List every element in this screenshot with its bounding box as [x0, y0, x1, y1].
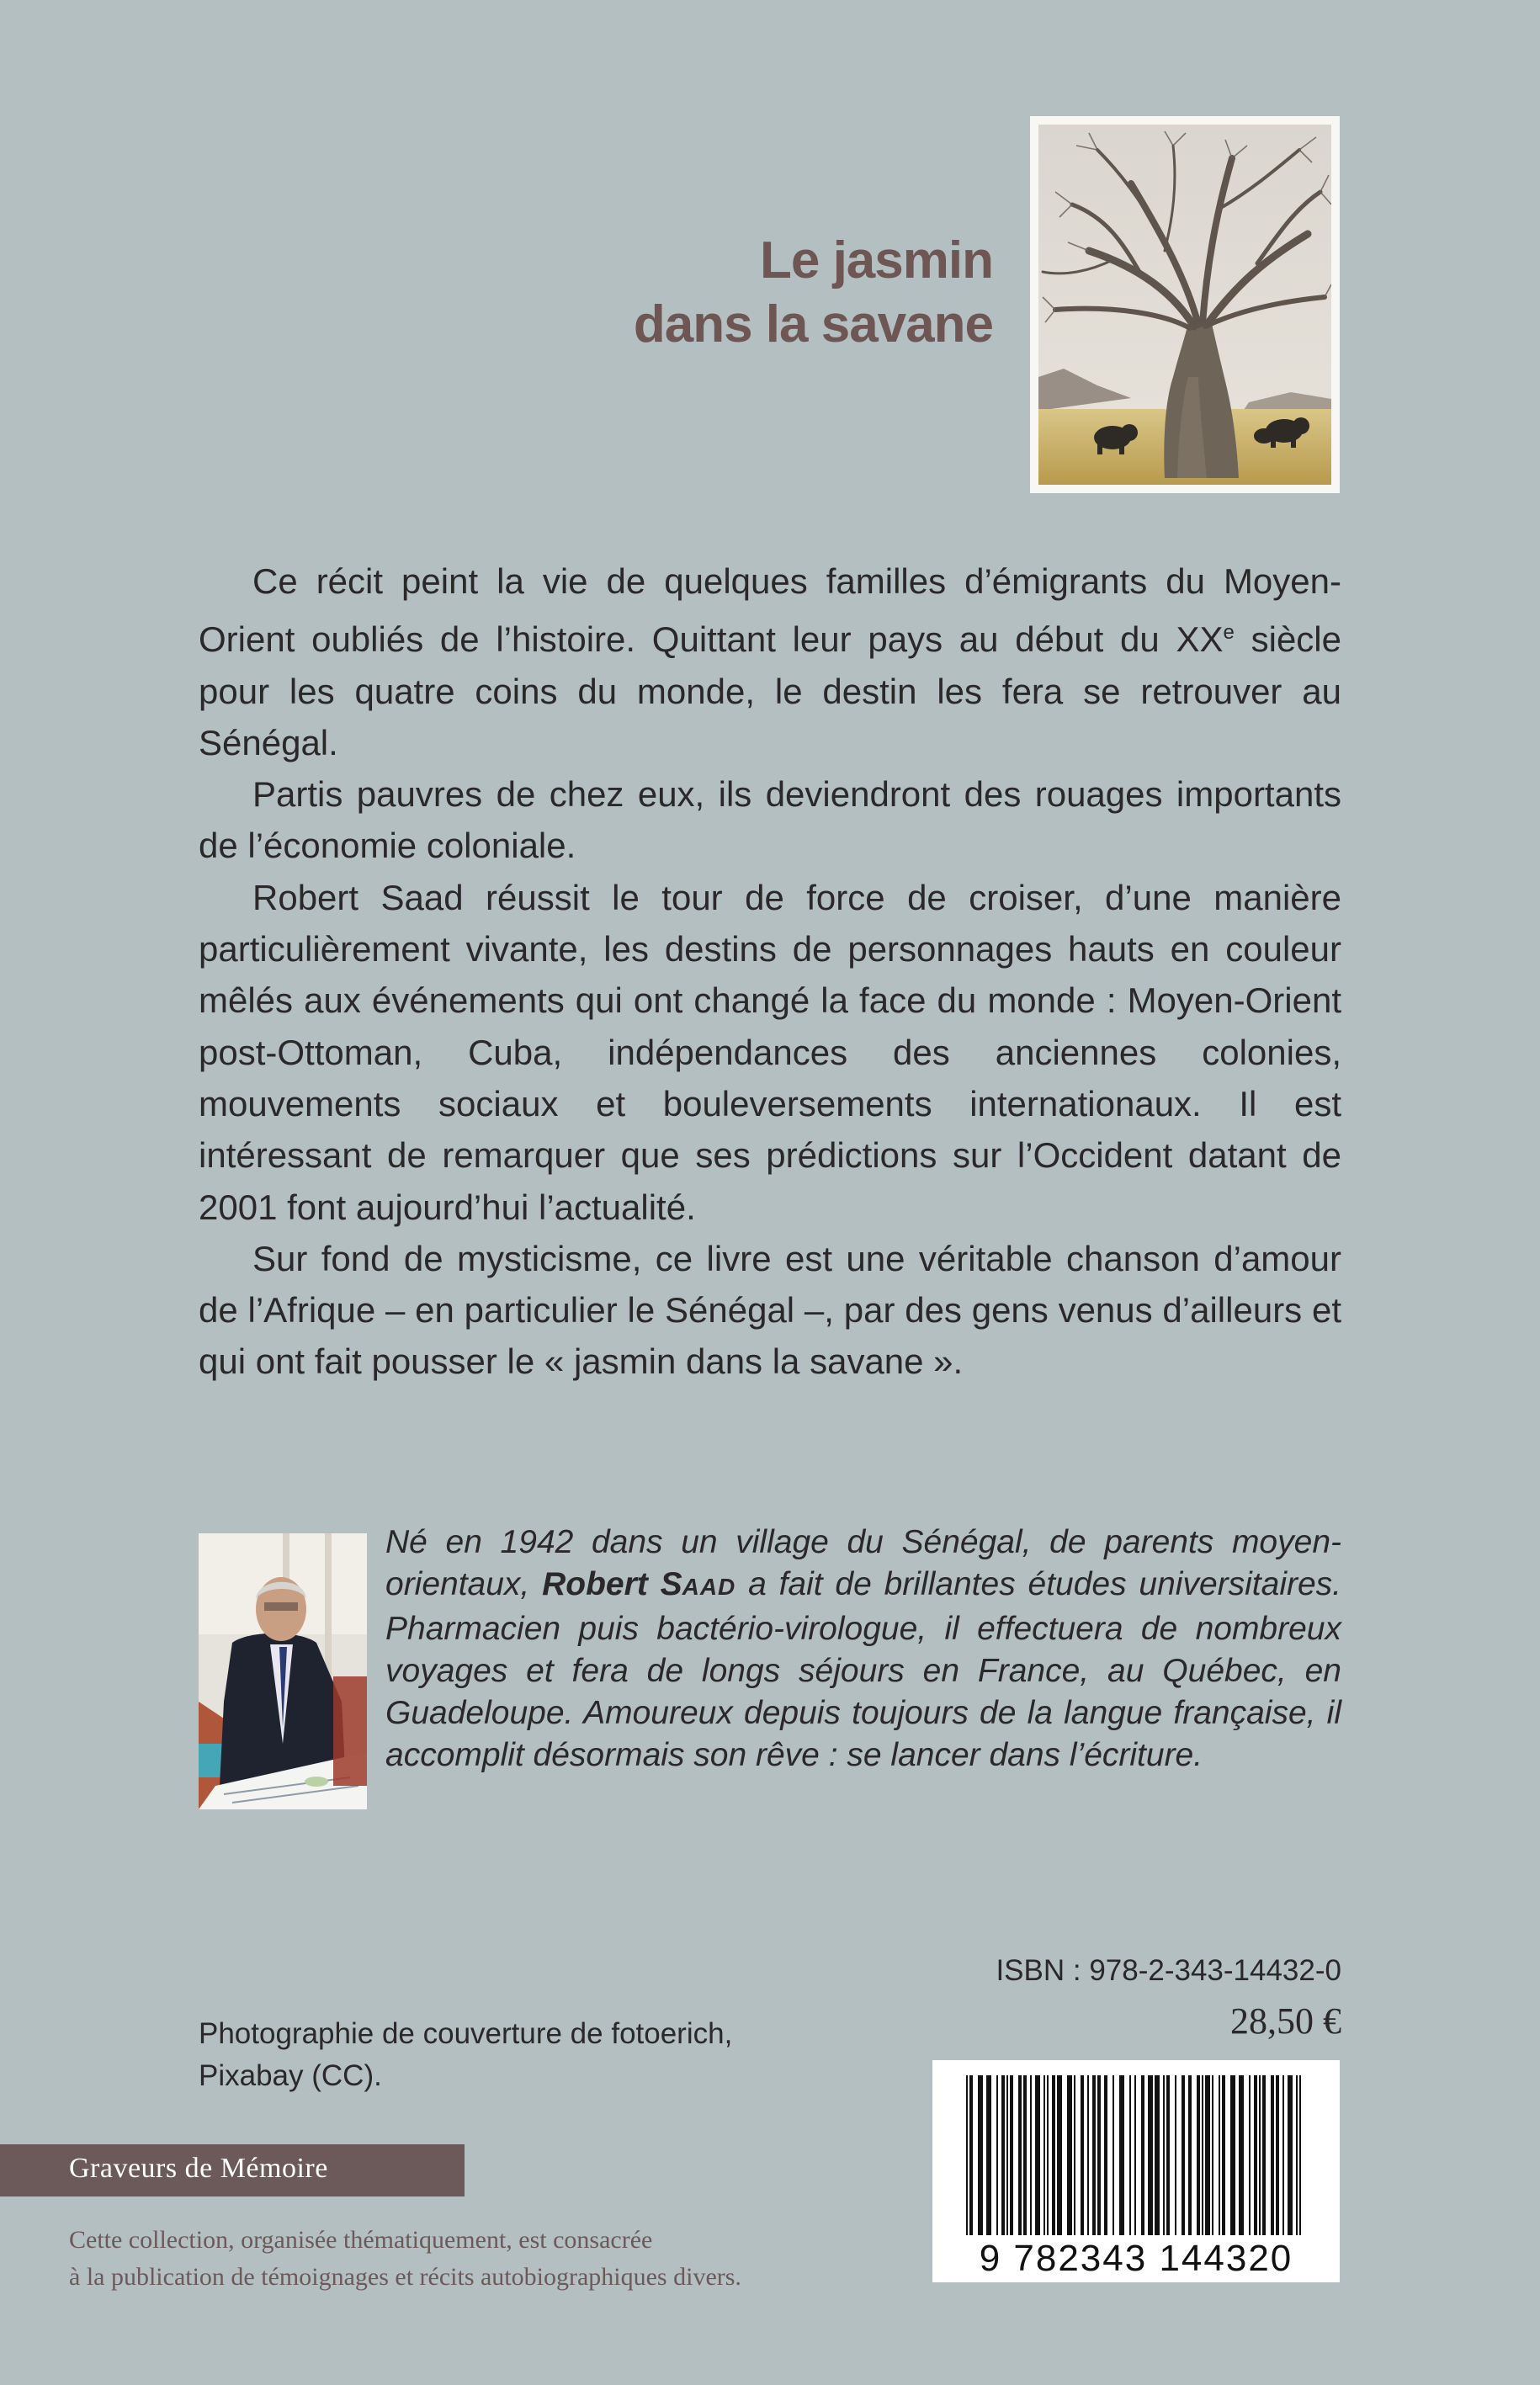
barcode-bar — [1222, 2075, 1225, 2235]
author-name: Robert SAAD — [542, 1566, 736, 1602]
barcode-bar — [1097, 2075, 1101, 2235]
summary-paragraph-4: Sur fond de mysticisme, ce livre est une véritable chanson d’amour de l’Afrique – en particulier le Sénégal –, par des gens venus d’ailleurs et qui ont fait pousser le « jasmin dans la savane ». — [199, 1238, 1341, 1382]
barcode-bar — [1262, 2075, 1266, 2235]
barcode-bar — [1134, 2075, 1136, 2235]
barcode-bar — [1010, 2075, 1013, 2235]
barcode-bar — [1259, 2075, 1261, 2235]
cover-photo-baobab — [1030, 116, 1340, 493]
barcode-bar — [1282, 2075, 1284, 2235]
author-bio: Né en 1942 dans un village du Sénégal, de parents moyen-orientaux, Robert SAAD a fait de brillantes études universitaires. Pharmacien puis bactério-virologue, il effectuera de nombreux voyages et fera de longs séjours en France, au Québec, en Guadeloupe. Amoureux depuis toujours de la langue française, il accomplit désormais son rêve : se lancer dans l’écriture. — [385, 1524, 1342, 1773]
barcode-bar — [1074, 2075, 1075, 2235]
barcode-bar — [1067, 2075, 1072, 2235]
barcode-bar — [1043, 2075, 1045, 2235]
barcode-bar — [978, 2075, 983, 2235]
summary-paragraph-2: Partis pauvres de chez eux, ils deviendront des rouages importants de l’économie coloniale. — [199, 774, 1341, 866]
barcode-bar — [1197, 2075, 1200, 2235]
summary-paragraph-3: Robert Saad réussit le tour de force de croiser, d’une manière particulièrement vivante, les destins de personnages hauts en couleur mêlés aux événements qui ont changé la face du monde : Moyen-Orient post-Ottoman, Cuba, indépendances des anciennes colonies, mouvements sociaux et bouleversements internationaux. Il est intéressant de remarquer que ses prédictions sur l’Occident datant de 2001 font aujourd’hui l’actualité. — [199, 877, 1341, 1227]
photo-credit: Photographie de couverture de fotoerich, Pixabay (CC). — [199, 2017, 733, 2092]
barcode-bar — [1299, 2075, 1301, 2235]
barcode-bar — [1239, 2075, 1244, 2235]
barcode-bar — [1030, 2075, 1032, 2235]
barcode-bar — [1047, 2075, 1049, 2235]
barcode-bar — [966, 2075, 968, 2235]
barcode-bar — [1254, 2075, 1257, 2235]
barcode-bar — [1023, 2075, 1027, 2235]
barcode-bar — [1119, 2075, 1124, 2235]
author-portrait-illustration — [199, 1533, 367, 1809]
barcode-bar — [1288, 2075, 1293, 2235]
barcode-bar — [996, 2075, 998, 2235]
isbn: ISBN : 978-2-343-14432-0 — [996, 1954, 1341, 1987]
barcode-digits: 9 782343 144320 — [979, 2238, 1293, 2279]
barcode-bar — [1202, 2075, 1203, 2235]
price: 28,50 € — [1230, 2000, 1341, 2042]
barcode-bar — [1148, 2075, 1153, 2235]
book-title-line-2: dans la savane — [633, 295, 993, 353]
back-cover-summary — [199, 555, 1341, 1388]
barcode-bars — [966, 2075, 1301, 2235]
barcode-bar — [1057, 2075, 1062, 2235]
barcode-bar — [1081, 2075, 1084, 2235]
barcode-bar — [1052, 2075, 1055, 2235]
barcode-bar — [1249, 2075, 1251, 2235]
barcode-bar — [986, 2075, 991, 2235]
collection-description: Cette collection, organisée thématiquement, est consacrée à la publication de témoignages et récits autobiographiques divers. — [69, 2226, 741, 2291]
barcode-bar — [1188, 2075, 1192, 2235]
book-title-line-1: Le jasmin — [760, 231, 993, 289]
barcode-bar — [1035, 2075, 1040, 2235]
barcode-bar — [1087, 2075, 1089, 2235]
author-photo — [199, 1533, 367, 1809]
barcode-bar — [1001, 2075, 1005, 2235]
barcode-bar — [1163, 2075, 1165, 2235]
barcode-bar — [1129, 2075, 1131, 2235]
barcode-bar — [1205, 2075, 1210, 2235]
collection-name: Graveurs de Mémoire — [69, 2153, 328, 2184]
barcode-bar — [1141, 2075, 1144, 2235]
barcode-bar — [1155, 2075, 1160, 2235]
summary-paragraph-1: Ce récit peint la vie de quelques familles d’émigrants du Moyen-Orient oubliés de l’histoire. Quittant leur pays au début du XXe siècle pour les quatre coins du monde, le destin les fera se retrouver au Sénégal. — [199, 561, 1341, 762]
barcode-bar — [1296, 2075, 1298, 2235]
barcode-bar — [1212, 2075, 1213, 2235]
barcode-bar — [1175, 2075, 1176, 2235]
barcode-bar — [1219, 2075, 1220, 2235]
barcode-bar — [1166, 2075, 1170, 2235]
barcode-bar — [1018, 2075, 1022, 2235]
barcode-bar — [1271, 2075, 1274, 2235]
barcode-bar — [1182, 2075, 1185, 2235]
barcode-bar — [1104, 2075, 1107, 2235]
barcode-bar — [1006, 2075, 1008, 2235]
barcode-bar — [1230, 2075, 1235, 2235]
barcode-bar — [1092, 2075, 1096, 2235]
barcode — [932, 2060, 1340, 2282]
book-title — [634, 229, 993, 357]
barcode-bar — [1276, 2075, 1279, 2235]
baobab-illustration — [1038, 125, 1331, 485]
barcode-bar — [1113, 2075, 1114, 2235]
barcode-bar — [969, 2075, 973, 2235]
collection-band — [0, 2144, 465, 2196]
